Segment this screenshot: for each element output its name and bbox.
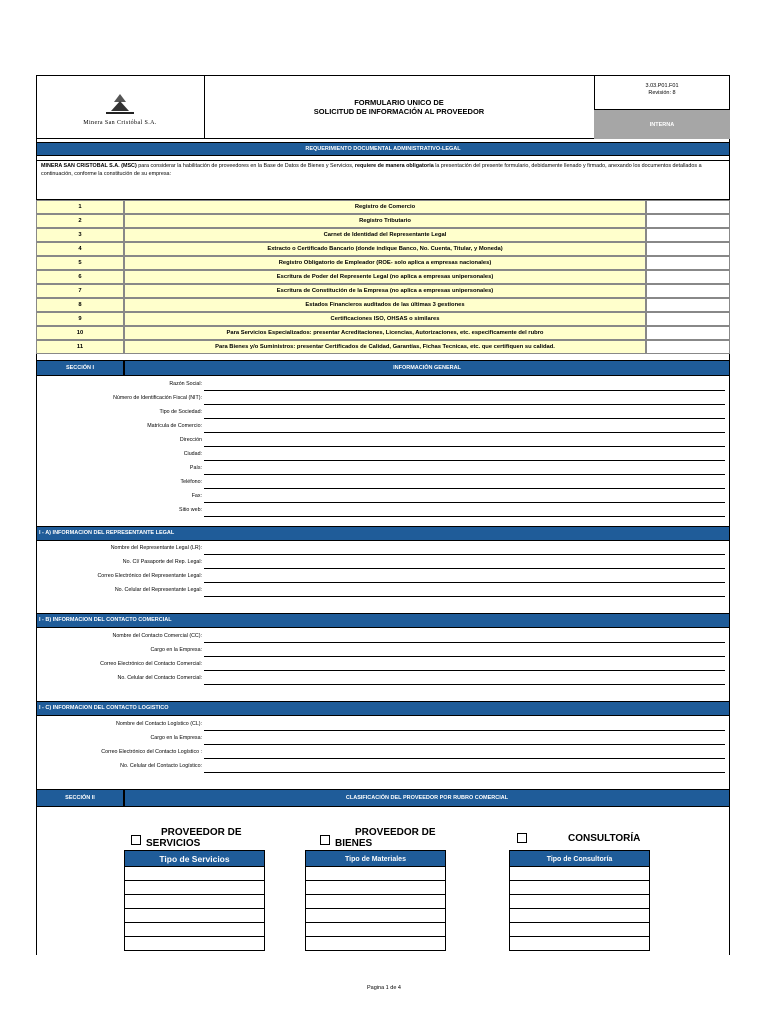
item-check-cell[interactable] <box>646 214 730 228</box>
section1c-title: I - C) INFORMACION DEL CONTACTO LOGISTICO <box>36 701 730 716</box>
section1-title: INFORMACIÓN GENERAL <box>124 360 730 376</box>
item-check-cell[interactable] <box>646 326 730 340</box>
item-check-cell[interactable] <box>646 256 730 270</box>
table-row[interactable] <box>305 881 446 895</box>
field-label: Dirección <box>179 437 202 443</box>
form-title <box>204 75 595 138</box>
field-input-line[interactable] <box>204 488 725 489</box>
intro-paragraph <box>36 160 730 200</box>
table-row <box>36 228 730 242</box>
intro-text1: para considerar la habilitación de proveedores en la Base de Datos de Bienes y Servicios, <box>136 163 355 169</box>
form-field <box>36 434 730 448</box>
form-field <box>36 630 730 644</box>
form-field <box>36 406 730 420</box>
intro-text2: la presentación del presente formulario, debidamente llenado y firmado, anexando los documentos detallados a continuación, conforme la constitución de su empresa: <box>41 163 702 177</box>
form-field <box>36 490 730 504</box>
company-name: Minera San Cristóbal S.A. <box>83 120 157 126</box>
form-field <box>36 584 730 598</box>
field-input-line[interactable] <box>204 758 725 759</box>
table-row <box>36 256 730 270</box>
form-field <box>36 672 730 686</box>
form-field <box>36 746 730 760</box>
item-number: 3 <box>36 228 124 242</box>
table-row <box>36 340 730 354</box>
consulting-table-header: Tipo de Consultoría <box>509 850 650 867</box>
section1-label: SECCIÓN I <box>36 360 124 376</box>
item-number: 5 <box>36 256 124 270</box>
form-field <box>36 378 730 392</box>
field-input-line[interactable] <box>204 390 725 391</box>
field-label: Correo Electrónico del Contacto Comercial: <box>100 661 202 667</box>
item-check-cell[interactable] <box>646 340 730 354</box>
form-field <box>36 504 730 518</box>
field-label: Tipo de Sociedad: <box>159 409 202 415</box>
intro-bold: MINERA SAN CRISTOBAL S.A. (MSC) <box>41 163 137 169</box>
field-label: Matrícula de Comercio: <box>147 423 202 429</box>
form-field <box>36 570 730 584</box>
item-text: Registro de Comercio <box>124 200 646 214</box>
table-row[interactable] <box>305 923 446 937</box>
field-input-line[interactable] <box>204 474 725 475</box>
item-text: Para Bienes y/o Suministros: presentar Certificados de Calidad, Garantías, Fichas Tecnicas, etc. que certifiquen su calidad. <box>124 340 646 354</box>
form-field <box>36 476 730 490</box>
field-input-line[interactable] <box>204 502 725 503</box>
materials-table-header: Tipo de Materiales <box>305 850 446 867</box>
item-number: 11 <box>36 340 124 354</box>
table-row[interactable] <box>305 937 446 951</box>
field-label: Sitio web: <box>179 507 202 513</box>
logo-mark-icon <box>36 75 204 138</box>
field-input-line[interactable] <box>204 418 725 419</box>
field-input-line[interactable] <box>204 554 725 555</box>
item-number: 7 <box>36 284 124 298</box>
item-check-cell[interactable] <box>646 298 730 312</box>
table-row[interactable] <box>305 895 446 909</box>
field-input-line[interactable] <box>204 656 725 657</box>
field-input-line[interactable] <box>204 596 725 597</box>
field-label: Teléfono: <box>180 479 202 485</box>
consulting-checkbox[interactable] <box>517 833 527 843</box>
table-row[interactable] <box>124 923 265 937</box>
item-text: Registro Obligatorio de Empleador (ROE- solo aplica a empresas nacionales) <box>124 256 646 270</box>
classification-badge: INTERNA <box>594 109 730 139</box>
field-input-line[interactable] <box>204 404 725 405</box>
form-field <box>36 420 730 434</box>
table-row <box>36 270 730 284</box>
field-label: Cargo en la Empresa: <box>150 735 202 741</box>
form-field <box>36 658 730 672</box>
field-input-line[interactable] <box>204 642 725 643</box>
table-row <box>36 326 730 340</box>
item-check-cell[interactable] <box>646 312 730 326</box>
item-check-cell[interactable] <box>646 284 730 298</box>
field-input-line[interactable] <box>204 582 725 583</box>
revision: Revisión: 8 <box>648 90 676 97</box>
goods-label-line2: BIENES <box>335 838 373 849</box>
form-header <box>36 75 730 139</box>
table-row[interactable] <box>124 867 265 881</box>
item-number: 2 <box>36 214 124 228</box>
item-check-cell[interactable] <box>646 228 730 242</box>
field-label: No. Celular del Contacto Comercial: <box>117 675 202 681</box>
item-number: 1 <box>36 200 124 214</box>
field-label: Cargo en la Empresa: <box>150 647 202 653</box>
item-text: Extracto o Certificado Bancario (donde indique Banco, No. Cuenta, Titular, y Moneda) <box>124 242 646 256</box>
field-label: Nombre del Contacto Logístico (CL): <box>116 721 202 727</box>
field-label: Número de Identificación Fiscal (NIT): <box>113 395 202 401</box>
form-field <box>36 448 730 462</box>
table-row[interactable] <box>305 909 446 923</box>
field-input-line[interactable] <box>204 730 725 731</box>
services-checkbox[interactable] <box>131 835 141 845</box>
intro-bold2: requiere de manera obligatoria <box>354 163 434 169</box>
goods-label-line1: PROVEEDOR DE <box>355 827 436 838</box>
form-field <box>36 542 730 556</box>
field-label: Razón Social: <box>169 381 202 387</box>
table-row <box>36 284 730 298</box>
field-label: No. Celular del Representante Legal: <box>114 587 202 593</box>
table-row[interactable] <box>509 867 650 881</box>
table-row <box>36 298 730 312</box>
field-input-line[interactable] <box>204 670 725 671</box>
table-row[interactable] <box>509 881 650 895</box>
field-input-line[interactable] <box>204 432 725 433</box>
materials-table <box>305 850 446 951</box>
field-input-line[interactable] <box>204 684 725 685</box>
field-label: No. CI/ Pasaporte del Rep. Legal: <box>122 559 202 565</box>
form-field <box>36 760 730 774</box>
field-label: No. Celular del Contacto Logístico: <box>120 763 202 769</box>
form-code <box>594 75 730 109</box>
section1a-title: I - A) INFORMACION DEL REPRESENTANTE LEGAL <box>36 526 730 541</box>
table-row <box>36 312 730 326</box>
item-number: 6 <box>36 270 124 284</box>
table-row[interactable] <box>509 909 650 923</box>
item-text: Registro Tributario <box>124 214 646 228</box>
item-number: 10 <box>36 326 124 340</box>
field-label: Nombre del Representante Legal (LR): <box>110 545 202 551</box>
services-table-header: Tipo de Servicios <box>124 850 265 867</box>
field-input-line[interactable] <box>204 744 725 745</box>
table-row[interactable] <box>509 923 650 937</box>
table-row <box>36 242 730 256</box>
field-input-line[interactable] <box>204 772 725 773</box>
doc-section-title: REQUERIMIENTO DOCUMENTAL ADMINISTRATIVO-LEGAL <box>36 142 730 156</box>
table-row[interactable] <box>509 895 650 909</box>
item-text: Escritura de Poder del Represente Legal (no aplica a empresas unipersonales) <box>124 270 646 284</box>
item-number: 9 <box>36 312 124 326</box>
field-label: País: <box>189 465 202 471</box>
item-text: Estados Financieros auditados de las últimas 3 gestiones <box>124 298 646 312</box>
table-row <box>36 200 730 214</box>
item-number: 4 <box>36 242 124 256</box>
code-number: 3.03.P01.F01 <box>645 83 679 89</box>
item-check-cell[interactable] <box>646 270 730 284</box>
field-input-line[interactable] <box>204 460 725 461</box>
form-field <box>36 718 730 732</box>
field-label: Correo Electrónico del Representante Legal: <box>97 573 202 579</box>
table-row[interactable] <box>124 881 265 895</box>
form-field <box>36 644 730 658</box>
section2-title: CLASIFICACIÓN DEL PROVEEDOR POR RUBRO COMERCIAL <box>124 789 730 807</box>
item-check-cell[interactable] <box>646 200 730 214</box>
services-label-line1: PROVEEDOR DE <box>161 827 242 838</box>
page-number: Pagina 1 de 4 <box>367 985 401 991</box>
table-row[interactable] <box>305 867 446 881</box>
item-text: Certificaciones ISO, OHSAS o similares <box>124 312 646 326</box>
item-number: 8 <box>36 298 124 312</box>
form-field <box>36 732 730 746</box>
item-text: Para Servicios Especializados: presentar Acreditaciones, Licencias, Autorizaciones, etc. especificamente del rubro <box>124 326 646 340</box>
item-text: Escritura de Constitución de la Empresa (no aplica a empresas unipersonales) <box>124 284 646 298</box>
table-row[interactable] <box>124 895 265 909</box>
field-input-line[interactable] <box>204 568 725 569</box>
field-label: Correo Electrónico del Contacto Logístico : <box>101 749 202 755</box>
field-label: Nombre del Contacto Comercial (CC): <box>112 633 202 639</box>
services-label-line2: SERVICIOS <box>146 838 201 849</box>
company-logo <box>36 75 205 138</box>
section2-label: SECCIÓN II <box>36 789 124 807</box>
consulting-table <box>509 850 650 951</box>
field-input-line[interactable] <box>204 446 725 447</box>
item-check-cell[interactable] <box>646 242 730 256</box>
form-field <box>36 556 730 570</box>
table-row <box>36 214 730 228</box>
field-input-line[interactable] <box>204 516 725 517</box>
field-label: Ciudad: <box>183 451 202 457</box>
title-line1: FORMULARIO UNICO DE <box>354 97 444 107</box>
table-row[interactable] <box>124 909 265 923</box>
item-text: Carnet de Identidad del Representante Legal <box>124 228 646 242</box>
consulting-label: CONSULTORÍA <box>568 833 641 844</box>
title-line2: SOLICITUD DE INFORMACIÓN AL PROVEEDOR <box>313 106 485 116</box>
section1b-title: I - B) INFORMACION DEL CONTACTO COMERCIAL <box>36 613 730 628</box>
goods-checkbox[interactable] <box>320 835 330 845</box>
form-field <box>36 462 730 476</box>
table-row[interactable] <box>124 937 265 951</box>
table-row[interactable] <box>509 937 650 951</box>
field-label: Fax: <box>191 493 202 499</box>
services-table <box>124 850 265 951</box>
form-field <box>36 392 730 406</box>
